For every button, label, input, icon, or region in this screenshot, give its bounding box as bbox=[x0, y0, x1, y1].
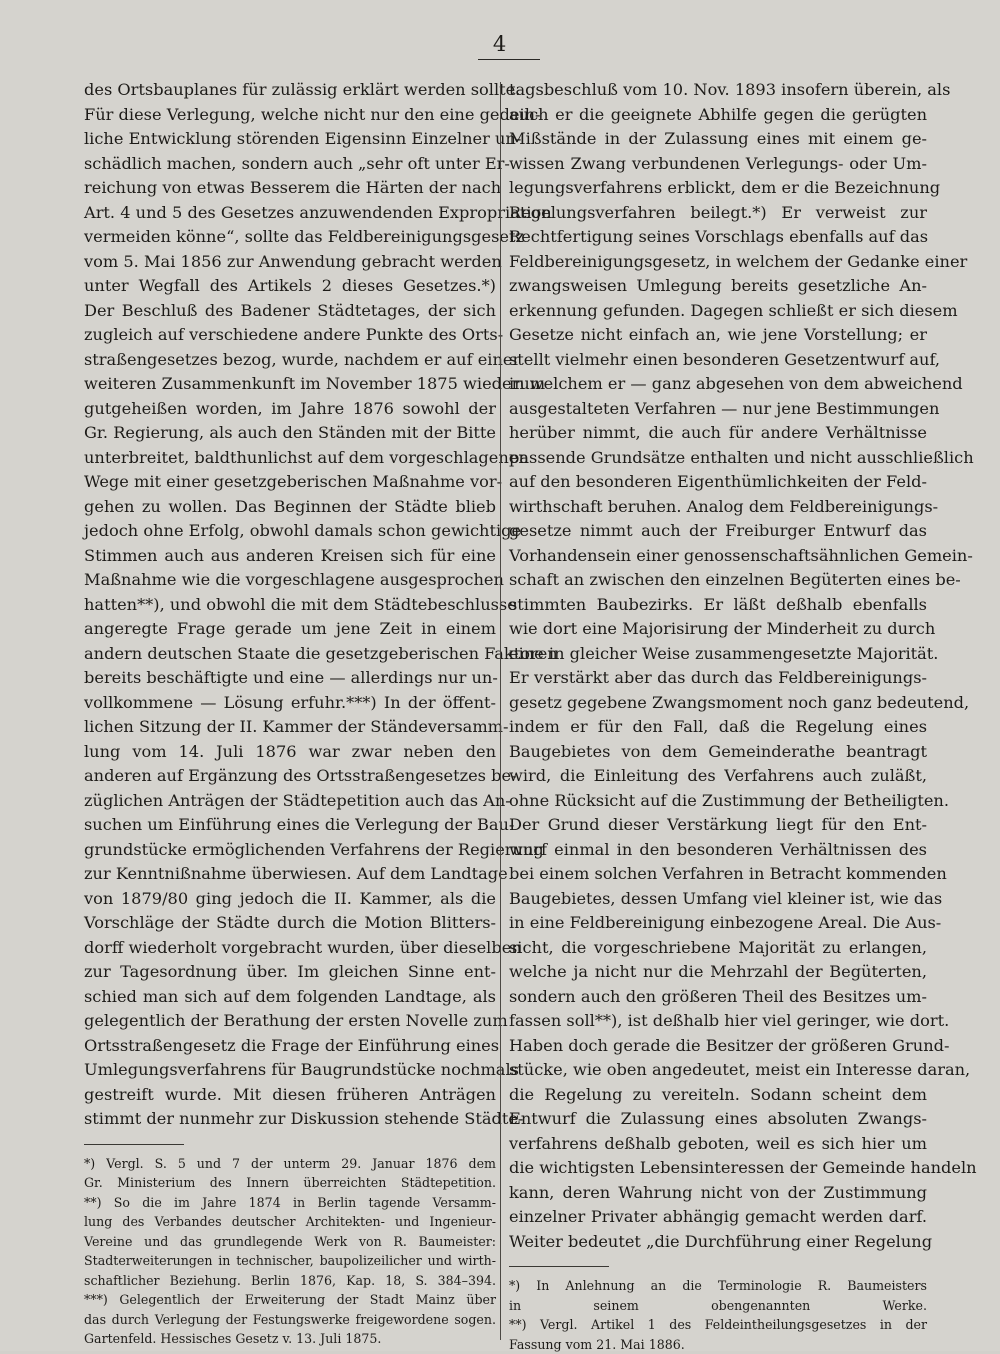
text-line: sicht, die vorgeschriebene Majorität zu erlangen, bbox=[509, 936, 927, 961]
text-line: Feldbereinigungsgesetz, in welchem der Gedanke einer bbox=[509, 250, 927, 275]
text-line: in eine Feldbereinigung einbezogene Areal. Die Aus- bbox=[509, 911, 927, 936]
text-line: Stimmen auch aus anderen Kreisen sich für eine bbox=[84, 544, 496, 569]
text-line: zwangsweisen Umlegung bereits gesetzliche An- bbox=[509, 274, 927, 299]
text-line: Rechtfertigung seines Vorschlags ebenfalls auf das bbox=[509, 225, 927, 250]
footnote-line: **) Vergl. Artikel 1 des Feldeintheilungsgesetzes in der bbox=[509, 1315, 927, 1335]
text-line: wie dort eine Majorisirung der Minderheit zu durch bbox=[509, 617, 927, 642]
right-footnotes bbox=[509, 1276, 927, 1354]
text-line: in welchem er — ganz abgesehen von dem abweichend bbox=[509, 372, 927, 397]
text-line: kann, deren Wahrung nicht von der Zustimmung bbox=[509, 1181, 927, 1206]
text-line: auch er die geeignete Abhilfe gegen die gerügten bbox=[509, 103, 927, 128]
text-line: von 1879/80 ging jedoch die II. Kammer, als die bbox=[84, 887, 496, 912]
footnote-line: in seinem obengenannten Werke. bbox=[509, 1296, 927, 1316]
text-line: reichung von etwas Besserem die Härten der nach bbox=[84, 176, 496, 201]
footnote-line: Gartenfeld. Hessisches Gesetz v. 13. Juli 1875. bbox=[84, 1329, 496, 1349]
text-line: Gesetze nicht einfach an, wie jene Vorstellung; er bbox=[509, 323, 927, 348]
text-line: stellt vielmehr einen besonderen Gesetzentwurf auf, bbox=[509, 348, 927, 373]
right-column bbox=[509, 78, 927, 1354]
page-number: 4 bbox=[0, 32, 1000, 56]
text-line: verfahrens deßhalb geboten, weil es sich hier um bbox=[509, 1132, 927, 1157]
text-line: tagsbeschluß vom 10. Nov. 1893 insofern überein, als bbox=[509, 78, 927, 103]
text-line: straßengesetzes bezog, wurde, nachdem er auf einer bbox=[84, 348, 496, 373]
text-line: indem er für den Fall, daß die Regelung eines bbox=[509, 715, 927, 740]
text-line: Mißstände in der Zulassung eines mit einem ge- bbox=[509, 127, 927, 152]
text-line: lung vom 14. Juli 1876 war zwar neben den bbox=[84, 740, 496, 765]
header-rule bbox=[478, 59, 540, 60]
text-line: Der Beschluß des Badener Städtetages, der sich bbox=[84, 299, 496, 324]
text-line: Regelungsverfahren beilegt.*) Er verweist zur bbox=[509, 201, 927, 226]
text-line: vermeiden könne“, sollte das Feldbereinigungsgesetz bbox=[84, 225, 496, 250]
text-line: Weiter bedeutet „die Durchführung einer Regelung bbox=[509, 1230, 927, 1255]
text-line: vom 5. Mai 1856 zur Anwendung gebracht werden bbox=[84, 250, 496, 275]
text-line: Baugebietes von dem Gemeinderathe beantragt bbox=[509, 740, 927, 765]
text-line: ohne Rücksicht auf die Zustimmung der Betheiligten. bbox=[509, 789, 927, 814]
text-line: stimmt der nunmehr zur Diskussion stehende Städte- bbox=[84, 1107, 496, 1132]
text-line: dorff wiederholt vorgebracht wurden, über dieselben bbox=[84, 936, 496, 961]
text-line: anderen auf Ergänzung des Ortsstraßengesetzes be- bbox=[84, 764, 496, 789]
text-line: stücke, wie oben angedeutet, meist ein Interesse daran, bbox=[509, 1058, 927, 1083]
text-line: passende Grundsätze enthalten und nicht ausschließlich bbox=[509, 446, 927, 471]
text-line: bei einem solchen Verfahren in Betracht kommenden bbox=[509, 862, 927, 887]
text-line: einzelner Privater abhängig gemacht werden darf. bbox=[509, 1205, 927, 1230]
text-line: eine in gleicher Weise zusammengesetzte Majorität. bbox=[509, 642, 927, 667]
text-line: fassen soll**), ist deßhalb hier viel geringer, wie dort. bbox=[509, 1009, 927, 1034]
footnote-line: *) In Anlehnung an die Terminologie R. Baumeisters bbox=[509, 1276, 927, 1296]
text-line: Vorhandensein einer genossenschaftsähnlichen Gemein- bbox=[509, 544, 927, 569]
text-line: Er verstärkt aber das durch das Feldbereinigungs- bbox=[509, 666, 927, 691]
text-line: schied man sich auf dem folgenden Landtage, als bbox=[84, 985, 496, 1010]
footnote-line: Stadterweiterungen in technischer, baupolizeilicher und wirth- bbox=[84, 1251, 496, 1271]
left-column bbox=[84, 78, 496, 1349]
text-line: herüber nimmt, die auch für andere Verhältnisse bbox=[509, 421, 927, 446]
text-line: Gr. Regierung, als auch den Ständen mit der Bitte bbox=[84, 421, 496, 446]
text-line: suchen um Einführung eines die Verlegung der Bau- bbox=[84, 813, 496, 838]
text-line: unter Wegfall des Artikels 2 dieses Gesetzes.*) bbox=[84, 274, 496, 299]
text-line: andern deutschen Staate die gesetzgeberischen Faktoren bbox=[84, 642, 496, 667]
column-divider bbox=[500, 82, 501, 1340]
text-line: gesetz gegebene Zwangsmoment noch ganz bedeutend, bbox=[509, 691, 927, 716]
text-line: jedoch ohne Erfolg, obwohl damals schon gewichtige bbox=[84, 519, 496, 544]
text-line: schaft an zwischen den einzelnen Begüterten eines be- bbox=[509, 568, 927, 593]
text-line: Vorschläge der Städte durch die Motion Blitters- bbox=[84, 911, 496, 936]
footnote-line: Fassung vom 21. Mai 1886. bbox=[509, 1335, 927, 1354]
text-line: zugleich auf verschiedene andere Punkte des Orts- bbox=[84, 323, 496, 348]
text-line: lichen Sitzung der II. Kammer der Ständeversamm- bbox=[84, 715, 496, 740]
text-line: Baugebietes, dessen Umfang viel kleiner ist, wie das bbox=[509, 887, 927, 912]
text-line: gesetze nimmt auch der Freiburger Entwurf das bbox=[509, 519, 927, 544]
text-line: gestreift wurde. Mit diesen früheren Anträgen bbox=[84, 1083, 496, 1108]
text-line: gelegentlich der Berathung der ersten Novelle zum bbox=[84, 1009, 496, 1034]
text-line: gutgeheißen worden, im Jahre 1876 sowohl der bbox=[84, 397, 496, 422]
footnote-line: Gr. Ministerium des Innern überreichten Städtepetition. bbox=[84, 1173, 496, 1193]
footnote-line: *) Vergl. S. 5 und 7 der unterm 29. Januar 1876 dem bbox=[84, 1154, 496, 1174]
right-footnote-rule bbox=[509, 1266, 609, 1267]
footnote-line: Vereine und das grundlegende Werk von R. Baumeister: bbox=[84, 1232, 496, 1252]
left-body-text bbox=[84, 78, 496, 1132]
text-line: erkennung gefunden. Dagegen schließt er sich diesem bbox=[509, 299, 927, 324]
text-line: gehen zu wollen. Das Beginnen der Städte blieb bbox=[84, 495, 496, 520]
text-line: sondern auch den größeren Theil des Besitzes um- bbox=[509, 985, 927, 1010]
footnote-line: lung des Verbandes deutscher Architekten- und Ingenieur- bbox=[84, 1212, 496, 1232]
text-line: Art. 4 und 5 des Gesetzes anzuwendenden Expropriation bbox=[84, 201, 496, 226]
text-line: grundstücke ermöglichenden Verfahrens der Regierung bbox=[84, 838, 496, 863]
text-line: zur Tagesordnung über. Im gleichen Sinne ent- bbox=[84, 960, 496, 985]
right-body-text bbox=[509, 78, 927, 1254]
text-line: Umlegungsverfahrens für Baugrundstücke nochmals bbox=[84, 1058, 496, 1083]
footnote-line: **) So die im Jahre 1874 in Berlin tagende Versamm- bbox=[84, 1193, 496, 1213]
text-line: Wege mit einer gesetzgeberischen Maßnahme vor- bbox=[84, 470, 496, 495]
text-line: welche ja nicht nur die Mehrzahl der Begüterten, bbox=[509, 960, 927, 985]
text-line: Der Grund dieser Verstärkung liegt für den Ent- bbox=[509, 813, 927, 838]
text-line: wirthschaft beruhen. Analog dem Feldbereinigungs- bbox=[509, 495, 927, 520]
text-line: die Regelung zu vereiteln. Sodann scheint dem bbox=[509, 1083, 927, 1108]
text-line: Ortsstraßengesetz die Frage der Einführung eines bbox=[84, 1034, 496, 1059]
footnote-line: das durch Verlegung der Festungswerke freigewordene sogen. bbox=[84, 1310, 496, 1330]
text-line: unterbreitet, baldthunlichst auf dem vorgeschlagenen bbox=[84, 446, 496, 471]
text-line: die wichtigsten Lebensinteressen der Gemeinde handeln bbox=[509, 1156, 927, 1181]
text-line: weiteren Zusammenkunft im November 1875 wiederum bbox=[84, 372, 496, 397]
text-line: bereits beschäftigte und eine — allerdings nur un- bbox=[84, 666, 496, 691]
text-line: wird, die Einleitung des Verfahrens auch zuläßt, bbox=[509, 764, 927, 789]
left-footnote-rule bbox=[84, 1144, 184, 1145]
text-line: schädlich machen, sondern auch „sehr oft unter Er- bbox=[84, 152, 496, 177]
text-line: liche Entwicklung störenden Eigensinn Einzelner un- bbox=[84, 127, 496, 152]
text-line: zur Kenntnißnahme überwiesen. Auf dem Landtage bbox=[84, 862, 496, 887]
text-line: angeregte Frage gerade um jene Zeit in einem bbox=[84, 617, 496, 642]
text-line: des Ortsbauplanes für zulässig erklärt werden sollte. bbox=[84, 78, 496, 103]
text-line: vollkommene — Lösung erfuhr.***) In der öffent- bbox=[84, 691, 496, 716]
footnote-line: schaftlicher Beziehung. Berlin 1876, Kap. 18, S. 384–394. bbox=[84, 1271, 496, 1291]
text-line: stimmten Baubezirks. Er läßt deßhalb ebenfalls bbox=[509, 593, 927, 618]
text-line: auf den besonderen Eigenthümlichkeiten der Feld- bbox=[509, 470, 927, 495]
text-line: Haben doch gerade die Besitzer der größeren Grund- bbox=[509, 1034, 927, 1059]
text-line: ausgestalteten Verfahren — nur jene Bestimmungen bbox=[509, 397, 927, 422]
text-line: hatten**), und obwohl die mit dem Städtebeschlusse bbox=[84, 593, 496, 618]
text-line: wissen Zwang verbundenen Verlegungs- oder Um- bbox=[509, 152, 927, 177]
text-line: legungsverfahrens erblickt, dem er die Bezeichnung bbox=[509, 176, 927, 201]
text-line: Maßnahme wie die vorgeschlagene ausgesprochen bbox=[84, 568, 496, 593]
text-line: Entwurf die Zulassung eines absoluten Zwangs- bbox=[509, 1107, 927, 1132]
footnote-line: ***) Gelegentlich der Erweiterung der Stadt Mainz über bbox=[84, 1290, 496, 1310]
text-line: wurf einmal in den besonderen Verhältnissen des bbox=[509, 838, 927, 863]
text-line: züglichen Anträgen der Städtepetition auch das An- bbox=[84, 789, 496, 814]
text-line: Für diese Verlegung, welche nicht nur den eine gedeih- bbox=[84, 103, 496, 128]
left-footnotes bbox=[84, 1154, 496, 1349]
